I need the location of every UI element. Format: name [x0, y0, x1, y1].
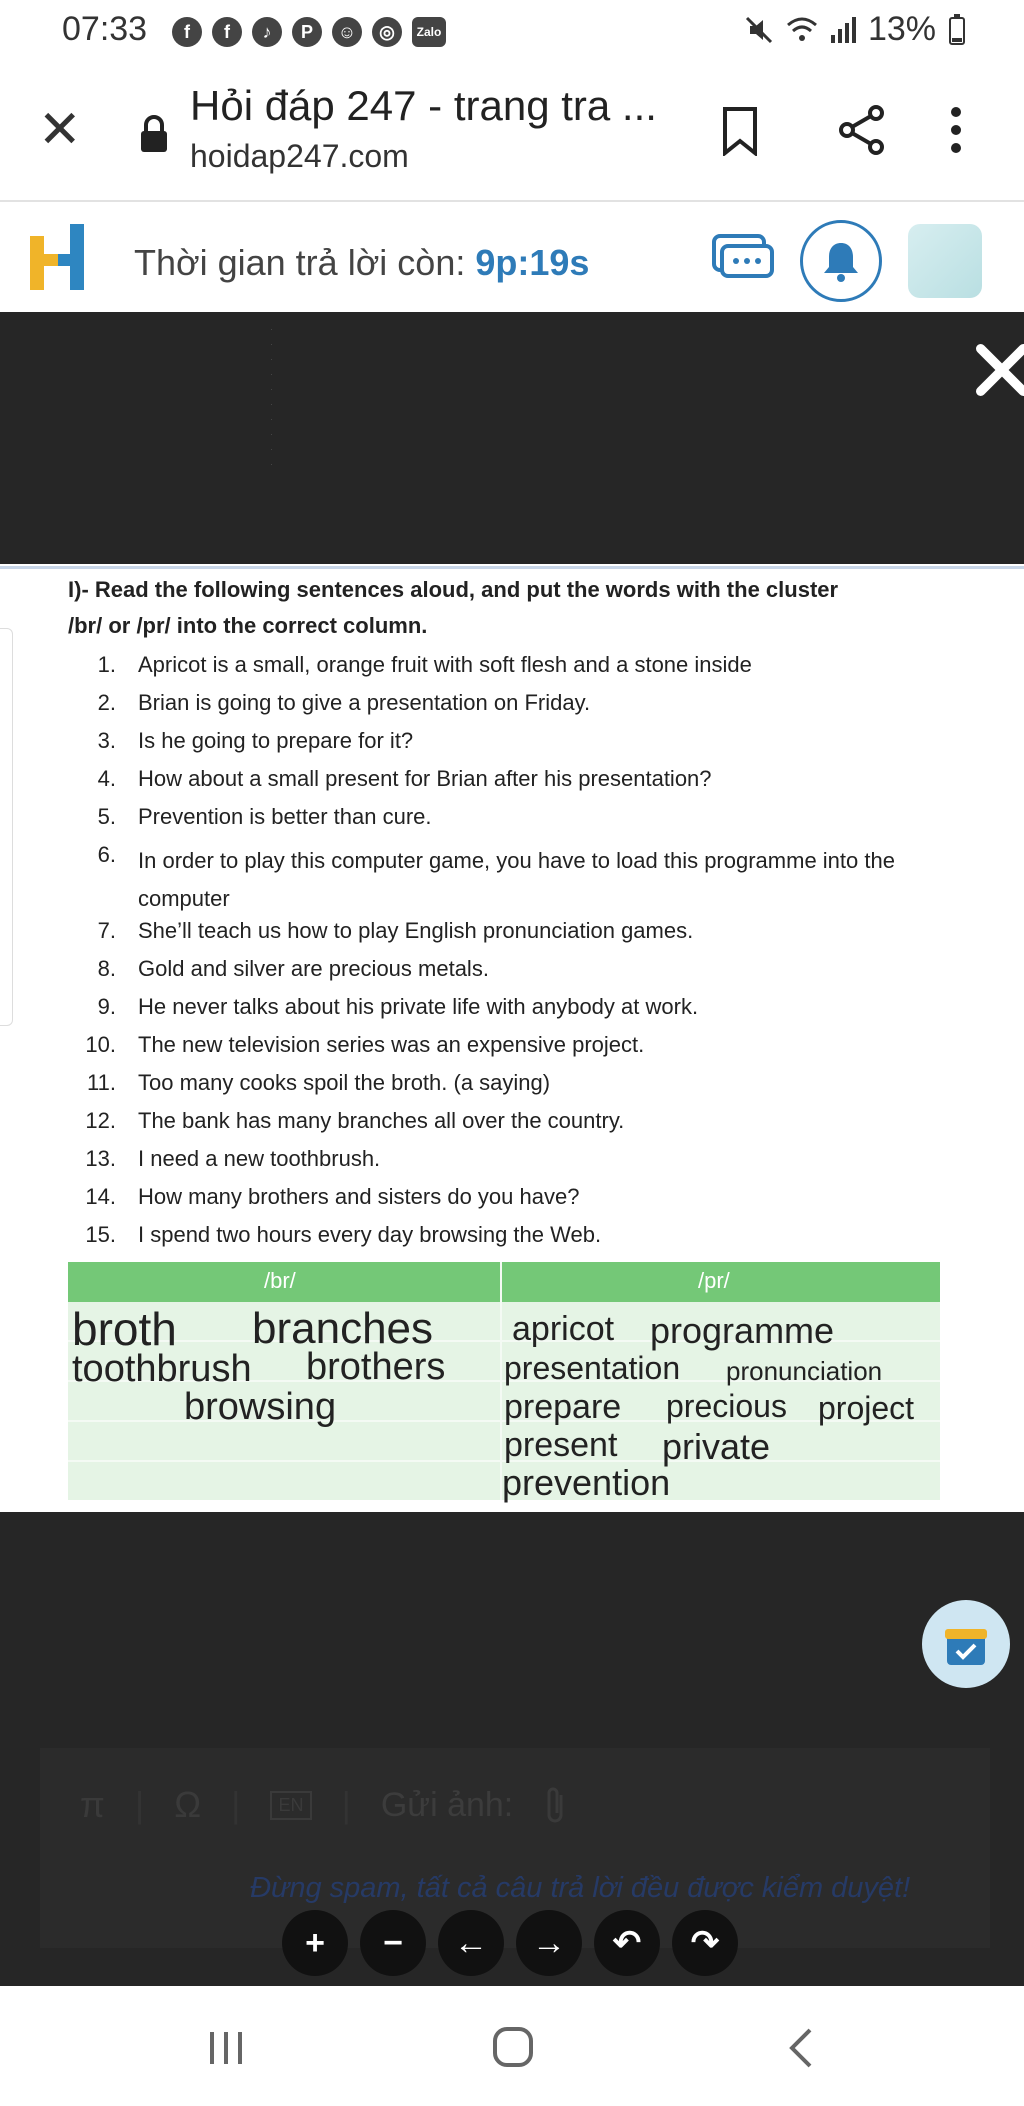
chrome-icon: ◎ [372, 17, 402, 47]
list-item [80, 1184, 960, 1222]
facebook-icon: f [172, 17, 202, 47]
item-text: How many brothers and sisters do you have? [138, 1184, 580, 1209]
heading-line-2: /br/ or /pr/ into the correct column. [68, 613, 428, 638]
signal-icon [830, 15, 856, 45]
item-number: 4. [97, 766, 116, 791]
item-number: 1. [97, 652, 116, 677]
br-word: toothbrush [72, 1348, 252, 1390]
item-text: Is he going to prepare for it? [138, 728, 414, 753]
list-item [80, 842, 960, 918]
item-number: 7. [97, 918, 116, 943]
site-header [0, 202, 1024, 312]
separator: | [341, 1784, 351, 1825]
dimmed-content: · · · · · · · · · · [270, 324, 273, 469]
br-word: branches [252, 1304, 434, 1353]
exercise-heading [68, 572, 968, 644]
item-text: Apricot is a small, orange fruit with soft flesh and a stone inside [138, 652, 752, 677]
rotate-left-button[interactable]: ↶ [594, 1910, 660, 1976]
pr-word: private [662, 1426, 771, 1467]
item-number: 14. [85, 1184, 116, 1209]
tiktok-icon: ♪ [252, 17, 282, 47]
list-item [80, 1070, 960, 1108]
clock: 07:33 [62, 10, 148, 48]
pr-word: pronunciation [726, 1356, 883, 1386]
list-item [80, 1032, 960, 1070]
zoom-in-button[interactable]: + [282, 1910, 348, 1976]
item-text: Too many cooks spoil the broth. (a saying) [138, 1070, 551, 1095]
bell-icon [821, 239, 861, 283]
notifications-button[interactable] [800, 220, 882, 302]
item-number: 10. [85, 1032, 116, 1057]
pr-word: precious [666, 1388, 787, 1424]
list-item [80, 1222, 960, 1260]
status-bar [0, 0, 1024, 64]
wifi-icon [786, 15, 818, 45]
br-word: broth [72, 1303, 177, 1355]
pr-word: prepare [504, 1388, 622, 1426]
pr-word: apricot [512, 1310, 615, 1348]
item-text: The new television series was an expensive project. [138, 1032, 645, 1057]
item-text: How about a small present for Brian after his presentation? [138, 766, 712, 791]
list-item [80, 690, 960, 728]
item-text: Prevention is better than cure. [138, 804, 432, 829]
separator: | [134, 1784, 145, 1825]
br-word: brothers [306, 1346, 446, 1388]
item-number: 12. [85, 1108, 116, 1133]
zoom-out-button[interactable]: − [360, 1910, 426, 1976]
list-item [80, 766, 960, 804]
item-text: The bank has many branches all over the country. [138, 1108, 625, 1133]
column-br-header: /br/ [264, 1268, 296, 1293]
omega-symbol-button[interactable]: Ω [174, 1784, 202, 1825]
attachment-icon[interactable] [543, 1785, 569, 1825]
back-icon[interactable] [786, 2026, 814, 2070]
separator: | [231, 1784, 241, 1825]
list-item [80, 652, 960, 690]
pr-word: project [818, 1390, 915, 1426]
divider [0, 566, 1024, 569]
list-item [80, 804, 960, 842]
editor-toolbar [80, 1784, 569, 1826]
rotate-right-button[interactable]: ↷ [672, 1910, 738, 1976]
next-button[interactable]: → [516, 1910, 582, 1976]
timer-label: Thời gian trả lời còn: [134, 242, 476, 283]
system-navigation-bar [0, 1986, 1024, 2106]
br-word: browsing [184, 1386, 337, 1428]
list-item [80, 918, 960, 956]
list-item [80, 956, 960, 994]
item-number: 15. [85, 1222, 116, 1247]
item-text: Brian is going to give a presentation on Friday. [138, 690, 591, 715]
bookmark-icon[interactable] [720, 106, 760, 156]
item-text: I need a new toothbrush. [138, 1146, 381, 1171]
account-icon: ☺ [332, 17, 362, 47]
timer-value: 9p:19s [475, 242, 590, 283]
moderation-notice: Đừng spam, tất cả câu trả lời đều được kiểm duyệt! [250, 1872, 911, 1904]
item-text: I spend two hours every day browsing the Web. [138, 1222, 602, 1247]
heading-line-1: I)- Read the following sentences aloud, and put the words with the cluster [68, 577, 839, 602]
item-number: 5. [97, 804, 116, 829]
avatar[interactable] [908, 224, 982, 298]
list-item [80, 1146, 960, 1184]
close-tab-button[interactable]: ✕ [38, 101, 82, 159]
recent-apps-icon[interactable] [206, 2030, 246, 2066]
item-text: In order to play this computer game, you have to load this programme into the computer [138, 848, 895, 911]
language-button[interactable]: EN [270, 1791, 311, 1820]
item-number: 9. [97, 994, 116, 1019]
table-header [68, 1262, 940, 1302]
pinterest-icon: P [292, 17, 322, 47]
mute-icon [744, 15, 774, 45]
math-pi-button[interactable]: π [80, 1784, 105, 1825]
item-text: She’ll teach us how to play English pronunciation games. [138, 918, 694, 943]
item-number: 3. [97, 728, 116, 753]
system-indicators [744, 10, 966, 49]
dimmed-background-top [0, 312, 1024, 564]
list-item [80, 728, 960, 766]
page-title[interactable]: Hỏi đáp 247 - trang tra ... [190, 82, 657, 129]
item-text: Gold and silver are precious metals. [138, 956, 489, 981]
close-icon[interactable] [962, 330, 1024, 410]
page-url[interactable]: hoidap247.com [190, 138, 409, 174]
gift-icon [941, 1619, 991, 1669]
column-pr-header: /pr/ [698, 1268, 730, 1293]
home-icon[interactable] [492, 2026, 534, 2068]
answer-table [68, 1262, 940, 1503]
list-item [80, 1108, 960, 1146]
battery-icon [948, 14, 966, 46]
pr-word: presentation [504, 1350, 681, 1386]
battery-percent: 13% [867, 10, 936, 48]
item-number: 2. [97, 690, 116, 715]
side-handle [0, 628, 13, 1026]
more-options-icon[interactable] [948, 104, 964, 156]
sentence-list [80, 652, 960, 1260]
item-number: 6. [97, 842, 116, 867]
item-number: 8. [97, 956, 116, 981]
item-number: 13. [85, 1146, 116, 1171]
chat-icon[interactable] [710, 230, 776, 290]
gift-button[interactable] [922, 1600, 1010, 1688]
item-number: 11. [87, 1070, 116, 1095]
pr-word: present [504, 1426, 618, 1464]
facebook-icon: f [212, 17, 242, 47]
pr-word: programme [650, 1310, 835, 1351]
browser-toolbar [0, 64, 1024, 202]
lock-icon [138, 114, 170, 154]
hoidap247-logo-icon[interactable] [30, 224, 86, 290]
item-text: He never talks about his private life with anybody at work. [138, 994, 699, 1019]
answer-editor[interactable] [40, 1748, 990, 1948]
share-icon[interactable] [836, 104, 888, 156]
pr-word: prevention [502, 1462, 671, 1503]
answer-timer [134, 242, 589, 284]
list-item [80, 994, 960, 1032]
previous-button[interactable]: ← [438, 1910, 504, 1976]
notification-icons [172, 12, 446, 52]
zalo-icon: Zalo [412, 17, 446, 47]
send-image-label[interactable]: Gửi ảnh: [380, 1785, 514, 1824]
